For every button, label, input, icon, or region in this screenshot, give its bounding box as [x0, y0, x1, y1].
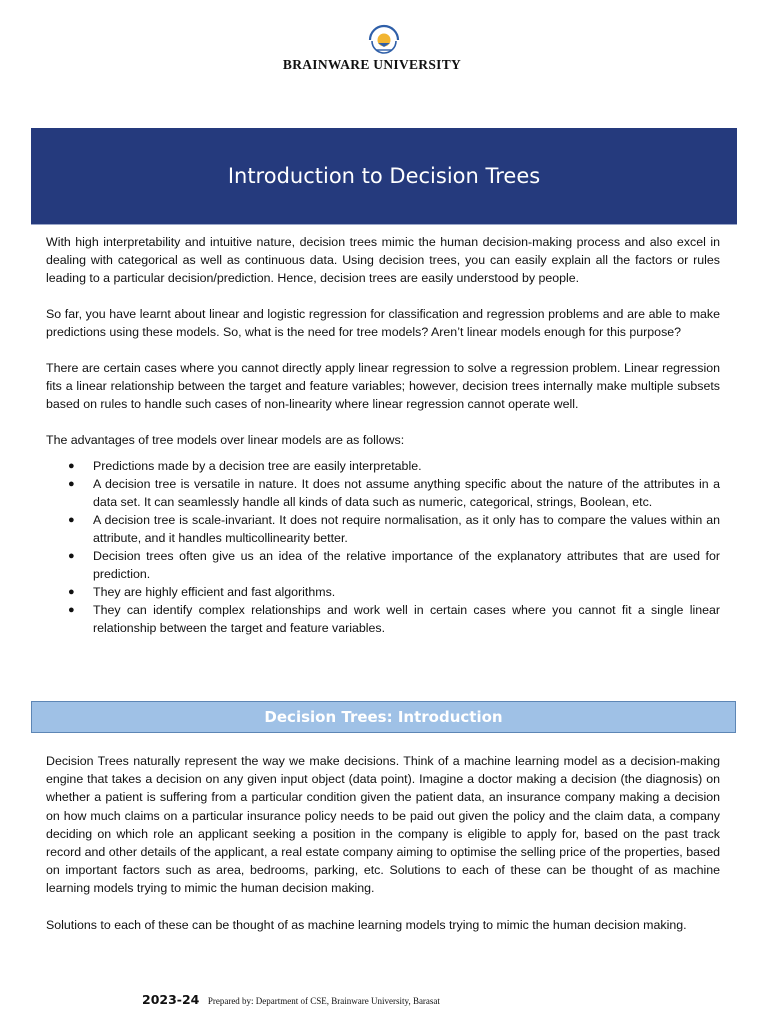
list-item — [46, 475, 720, 511]
intro-paragraph: So far, you have learnt about linear and logistic regression for classification and regression problems and are able to make predictions using these models. So, what is the need for tree models? Aren’t linear models enough for this purpose? — [46, 307, 720, 339]
list-item — [46, 583, 720, 601]
list-item-text: They can identify complex relationships and work well in certain cases where you cannot fit a single linear relationship between the target and feature variables. — [93, 603, 720, 635]
section-body — [46, 752, 720, 952]
banner-title: Introduction to Decision Trees — [31, 128, 737, 225]
list-item — [46, 547, 720, 583]
bullet-icon: ● — [68, 550, 75, 562]
list-item-text: A decision tree is scale-invariant. It does not require normalisation, as it only has to compare the values within an attribute, and it handles multicollinearity better. — [93, 513, 720, 545]
section-heading: Decision Trees: Introduction — [31, 701, 736, 733]
logo-container — [0, 24, 768, 61]
list-item-text: They are highly efficient and fast algorithms. — [93, 585, 336, 599]
footer-year: 2023-24 — [142, 992, 200, 1007]
university-emblem-icon — [364, 24, 404, 56]
list-item — [46, 601, 720, 637]
list-item-text: Predictions made by a decision tree are easily interpretable. — [93, 459, 422, 473]
footer-prepared-by: Prepared by: Department of CSE, Brainware University, Barasat — [207, 996, 440, 1006]
bullet-icon: ● — [68, 460, 75, 472]
list-item-text: Decision trees often give us an idea of the relative importance of the explanatory attributes that are used for prediction. — [93, 549, 720, 581]
university-name: BRAINWARE UNIVERSITY — [282, 57, 462, 72]
intro-paragraph: With high interpretability and intuitive nature, decision trees mimic the human decision-making process and also excel in dealing with categorical as well as continuous data. Using decision trees, you can easily explain all the factors or rules leading to a particular decision/prediction. Hence, decision trees are easily understood by people. — [46, 235, 720, 285]
bullet-icon: ● — [68, 514, 75, 526]
advantages-list — [46, 457, 720, 637]
list-item — [46, 457, 720, 475]
list-item-text: A decision tree is versatile in nature. It does not assume anything specific about the nature of the attributes in a data set. It can seamlessly handle all kinds of data such as numeric, categorical, strings, Boolean, etc. — [93, 477, 720, 509]
bullet-icon: ● — [68, 478, 75, 490]
intro-section — [46, 233, 720, 637]
intro-paragraph: There are certain cases where you cannot directly apply linear regression to solve a regression problem. Linear regression fits a linear relationship between the target and feature variables; however, decision trees internally make multiple subsets based on rules to handle such cases of non-linearity where linear regression cannot operate well. — [46, 361, 720, 411]
intro-paragraph: The advantages of tree models over linear models are as follows: — [46, 433, 405, 447]
section-paragraph: Decision Trees naturally represent the way we make decisions. Think of a machine learning model as a decision-making engine that takes a decision on any given input object (data point). Imagine a doctor making a decision (the diagnosis) on whether a patient is suffering from a particular condition given the patient data, an insurance company making a decision on how much claims on a particular insurance policy needs to be paid out given the policy and the claim data, a company deciding on which role an applicant seeking a position in the company is eligible to apply for, based on the past track record and other details of the applicant, a real estate company aiming to optimise the selling price of the properties, based on important factors such as area, bedrooms, parking, etc. Solutions to each of these can be thought of as machine learning models trying to mimic the human decision making. — [46, 754, 720, 896]
page-footer — [142, 991, 440, 1009]
bullet-icon: ● — [68, 586, 75, 598]
section-paragraph: Solutions to each of these can be thought of as machine learning models trying to mimic the human decision making. — [46, 917, 687, 932]
bullet-icon: ● — [68, 604, 75, 616]
list-item — [46, 511, 720, 547]
